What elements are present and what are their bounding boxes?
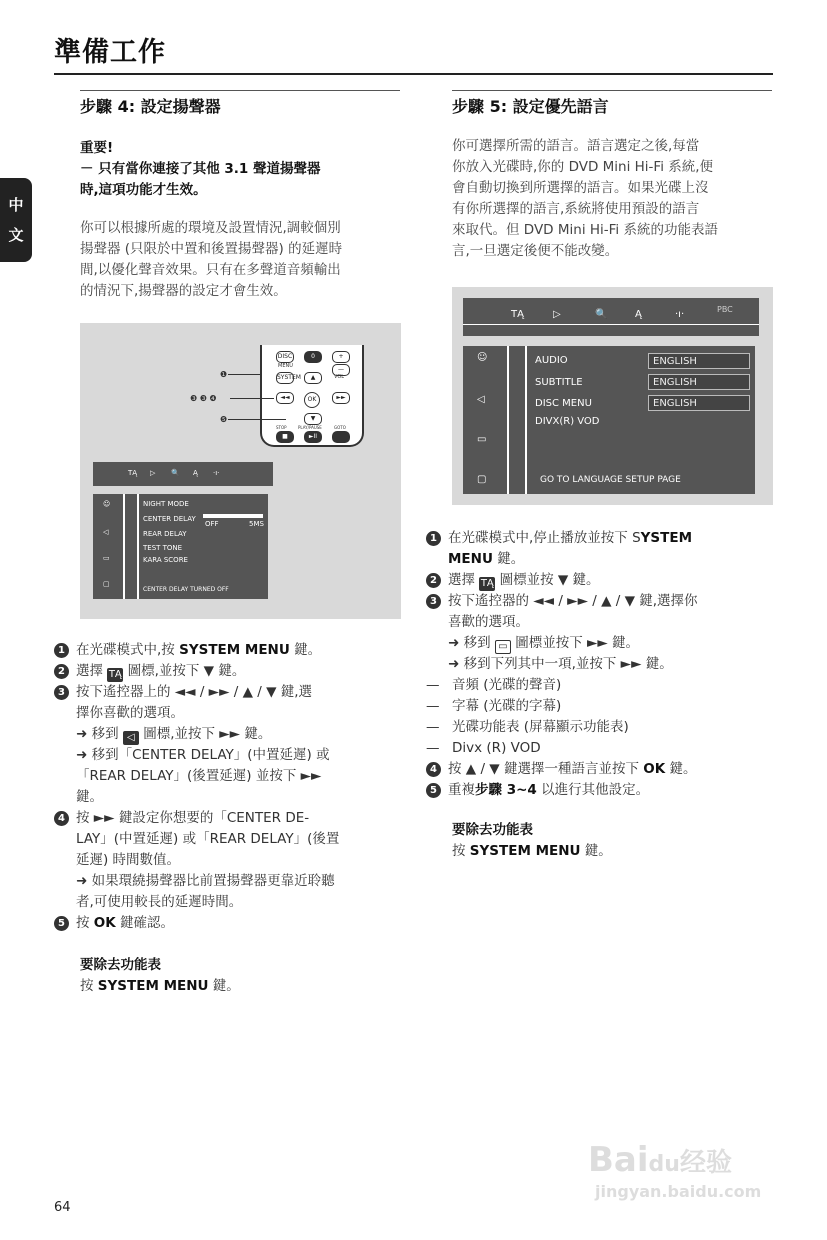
play-pause-button: ►II <box>304 431 322 443</box>
minus-button: — <box>332 364 350 376</box>
side-subtitle-icon: ▭ <box>103 554 110 562</box>
play-icon: ▷ <box>150 469 156 477</box>
vol-label: VOL <box>334 374 345 380</box>
osd-divider <box>123 494 125 599</box>
step-text: 擇你喜歡的選項。 <box>76 705 184 721</box>
down-button: ▼ <box>304 413 322 425</box>
dash-text: 音頻 (光碟的聲音) <box>452 677 562 693</box>
remote-control-illustration <box>260 345 364 447</box>
go-to-language-setup: GO TO LANGUAGE SETUP PAGE <box>540 475 681 485</box>
step-text: ➜ 如果環繞揚聲器比前置揚聲器更靠近聆聽 <box>76 873 335 889</box>
delay-slider <box>203 514 263 518</box>
callout-line <box>230 398 274 399</box>
step-text: 「REAR DELAY」(後置延遲) 並按下 ►► <box>76 768 322 784</box>
subtitle-value: ENGLISH <box>648 374 750 390</box>
step-text: 鍵。 <box>76 789 103 805</box>
callout-line <box>228 374 260 375</box>
step-text: LAY」(中置延遲) 或「REAR DELAY」(後置 <box>76 831 340 847</box>
audio-icon: Ą <box>635 309 642 320</box>
step-text: 選擇 <box>76 663 108 679</box>
step-4: 4 按 ▲ / ▼ 鍵選擇一種語言並按下 OK 鍵。 <box>426 759 776 780</box>
step-text: 按 ►► 鍵設定你想要的「CENTER DE- <box>76 810 310 826</box>
step-text: 在光碟模式中,按 <box>76 642 180 658</box>
osd-divider <box>137 494 139 599</box>
step-text: 選擇 <box>448 572 480 588</box>
step-text: 按下遙控器的 ◄◄ / ►► / ▲ / ▼ 鍵,選擇你 <box>448 593 698 609</box>
left-osd-topbar <box>93 462 273 486</box>
watermark-jingyan: 经验 <box>679 1148 732 1178</box>
dash-text: 光碟功能表 (屏幕顯示功能表) <box>452 719 629 735</box>
step-key: SYSTEM MENU <box>179 642 290 658</box>
important-note <box>80 138 400 201</box>
step-key: MENU <box>448 551 493 567</box>
step-text: 按 <box>76 915 94 931</box>
step-text: 重複 <box>448 782 475 798</box>
right-remove-menu <box>452 820 612 862</box>
ok-button: OK <box>304 392 320 408</box>
step-text: 延遲) 時間數值。 <box>76 852 181 868</box>
menu-divx-vod: DIVX(R) VOD <box>535 416 600 427</box>
side-speaker-icon: ◁ <box>103 528 109 536</box>
menu-kara-score: KARA SCORE <box>143 556 188 564</box>
watermark-du: du <box>648 1152 680 1177</box>
plus-button: + <box>332 351 350 363</box>
right-intro-line: 言,一旦選定後便不能改變。 <box>452 243 619 259</box>
pbc-label: PBC <box>717 305 733 314</box>
dash-text: 字幕 (光碟的字幕) <box>452 698 562 714</box>
step-2: 2 選擇 TĄ 圖標,並按下 ▼ 鍵。 <box>54 661 404 682</box>
slider-max-label: 5MS <box>249 520 264 528</box>
important-label: 重要! <box>80 140 114 156</box>
menu-subtitle: SUBTITLE <box>535 377 583 388</box>
right-intro-line: 來取代。但 DVD Mini Hi-Fi 系統的功能表語 <box>452 222 718 238</box>
callout-3-3-4: ❸ ❸ ❹ <box>190 394 217 403</box>
up-button: ▲ <box>304 372 322 384</box>
slider-min-label: OFF <box>205 520 219 528</box>
dash-text: Divx (R) VOD <box>452 740 541 756</box>
audio-icon: Ą <box>193 469 198 477</box>
step-3: 3 按下遙控器的 ◄◄ / ►► / ▲ / ▼ 鍵,選擇你 喜歡的選項。 ➜ 移到 ▭ 圖標並按下 ►► 鍵。 ➜ 移到下列其中一項,並按下 ►► 鍵。 <box>426 591 776 675</box>
step-text: ➜ 移到 <box>76 726 123 742</box>
side-subtitle-icon: ▭ <box>477 434 487 445</box>
disc-menu-value: ENGLISH <box>648 395 750 411</box>
step-text: 以進行其他設定。 <box>536 782 650 798</box>
preference-icon: ·ı· <box>675 309 685 320</box>
step-key: OK <box>93 915 116 931</box>
callout-line <box>228 419 286 420</box>
right-steps <box>426 528 776 801</box>
step-text: 圖標並按 ▼ 鍵。 <box>495 572 600 588</box>
step-text: 鍵。 <box>665 761 697 777</box>
right-intro-line: 你放入光碟時,你的 DVD Mini Hi-Fi 系統,便 <box>452 159 714 175</box>
stop-label: STOP <box>276 425 287 430</box>
speaker-icon: ◁ <box>123 731 139 745</box>
side-picture-icon: ☺ <box>477 352 488 363</box>
remove-text: 按 <box>80 978 98 994</box>
menu-audio: AUDIO <box>535 355 568 366</box>
goto-label: GOTO <box>334 425 346 430</box>
left-remove-menu <box>80 955 240 997</box>
remove-text: 按 <box>452 843 470 859</box>
important-line-2: 時,這項功能才生效。 <box>80 182 207 198</box>
preference-icon: ·ı· <box>213 469 220 477</box>
step-key: OK <box>643 761 666 777</box>
step-1: 1 在光碟模式中,按 SYSTEM MENU 鍵。 <box>54 640 404 661</box>
menu-center-delay: CENTER DELAY <box>143 515 196 523</box>
step-3: 3 按下遙控器上的 ◄◄ / ►► / ▲ / ▼ 鍵,選 擇你喜歡的選項。 ➜ 移到 ◁ 圖標,並按下 ►► 鍵。 ➜ 移到「CENTER DELAY」(中置延遲) 或 「REAR DELAY」(後置延遲) 並按下 ►► 鍵。 <box>54 682 404 808</box>
step-key: 步驟 3~4 <box>475 782 537 798</box>
side-tab-char-1: 中 <box>8 196 24 214</box>
search-icon: 🔍 <box>171 469 180 477</box>
setup-icon: TĄ <box>511 309 524 320</box>
right-osd-panel <box>463 346 755 494</box>
right-section-title: 步驟 5: 設定優先語言 <box>452 97 609 116</box>
osd-status-text: CENTER DELAY TURNED OFF <box>143 586 229 593</box>
goto-button <box>332 431 350 443</box>
menu-disc-menu: DISC MENU <box>535 398 592 409</box>
zero-button: 0 <box>304 351 322 363</box>
step-text: 圖標並按下 ►► 鍵。 <box>510 635 640 651</box>
right-intro <box>452 136 772 262</box>
play-icon: ▷ <box>553 309 561 320</box>
dash-item: — 光碟功能表 (屏幕顯示功能表) <box>426 719 629 735</box>
watermark-bai: Bai <box>588 1140 649 1180</box>
left-intro-line: 你可以根據所處的環境及設置情況,調較個別 <box>80 220 341 236</box>
remove-menu-title: 要除去功能表 <box>452 822 533 838</box>
watermark-url: jingyan.baidu.com <box>595 1182 762 1201</box>
side-tab-char-2: 文 <box>8 226 24 244</box>
dash-item: — 音頻 (光碟的聲音) <box>426 677 562 693</box>
step-text: 鍵。 <box>492 551 525 567</box>
important-line-1: － 只有當你連接了其他 3.1 聲道揚聲器 <box>80 161 321 177</box>
remove-key: SYSTEM MENU <box>469 843 581 859</box>
step-text: 按 ▲ / ▼ 鍵選擇一種語言並按下 <box>448 761 644 777</box>
search-icon: 🔍 <box>595 309 608 320</box>
step-text: ➜ 移到「CENTER DELAY」(中置延遲) 或 <box>76 747 330 763</box>
menu-test-tone: TEST TONE <box>143 544 183 552</box>
left-intro-line: 的情況下,揚聲器的設定才會生效。 <box>80 283 287 299</box>
left-section-title: 步驟 4: 設定揚聲器 <box>80 97 221 116</box>
remove-text: 鍵。 <box>580 843 612 859</box>
side-speaker-icon: ◁ <box>477 394 485 405</box>
side-picture-icon: ☺ <box>103 500 111 508</box>
side-folder-icon: ▢ <box>103 580 110 588</box>
step-key: YSTEM <box>640 530 693 546</box>
left-section-rule <box>80 90 400 91</box>
osd-topbar-rule <box>463 324 759 325</box>
right-intro-line: 會自動切換到所選擇的語言。如果光碟上沒 <box>452 180 709 196</box>
dash-item: — 字幕 (光碟的字幕) <box>426 698 562 714</box>
disc-menu-button: DISC <box>276 351 294 363</box>
audio-value: ENGLISH <box>648 353 750 369</box>
step-1: 1 在光碟模式中,停止播放並按下 SYSTEM MENU 鍵。 <box>426 528 776 570</box>
next-button: ►► <box>332 392 350 404</box>
dash-item: — Divx (R) VOD <box>426 740 541 756</box>
callout-1: ❶ <box>220 370 228 379</box>
menu-label: MENU <box>278 363 293 369</box>
step-text: 喜歡的選項。 <box>448 614 529 630</box>
remove-menu-title: 要除去功能表 <box>80 957 161 973</box>
play-pause-label: PLAY/PAUSE <box>298 425 322 430</box>
remove-key: SYSTEM MENU <box>97 978 209 994</box>
setup-icon: TĄ <box>480 578 494 589</box>
system-menu-button: SYSTEM <box>276 372 294 384</box>
right-intro-line: 你可選擇所需的語言。語言選定之後,每當 <box>452 138 700 154</box>
menu-rear-delay: REAR DELAY <box>143 530 187 538</box>
page-number: 64 <box>54 1200 71 1215</box>
callout-5: ❺ <box>220 415 228 424</box>
step-text: 鍵。 <box>289 642 322 658</box>
step-2: 2 選擇 TĄ 圖標並按 ▼ 鍵。 <box>426 570 776 591</box>
left-intro-line: 揚聲器 (只限於中置和後置揚聲器) 的延遲時 <box>80 241 343 257</box>
step-text: ➜ 移到 <box>448 635 495 651</box>
left-intro <box>80 218 405 302</box>
left-steps <box>54 640 404 934</box>
step-5: 5 重複步驟 3~4 以進行其他設定。 <box>426 780 776 801</box>
subtitle-icon: ▭ <box>495 640 511 654</box>
step-text: 在光碟模式中,停止播放並按下 S <box>448 530 641 546</box>
menu-night-mode: NIGHT MODE <box>143 500 189 508</box>
left-osd-panel <box>93 494 268 599</box>
title-rule <box>54 73 773 75</box>
page-title: 準備工作 <box>54 37 166 68</box>
osd-divider <box>507 346 509 494</box>
right-section-rule <box>452 90 772 91</box>
right-intro-line: 有你所選擇的語言,系統將使用預設的語言 <box>452 201 700 217</box>
osd-divider <box>525 346 527 494</box>
step-5: 5 按 OK 鍵確認。 <box>54 913 404 934</box>
left-intro-line: 間,以優化聲音效果。只有在多聲道音頻輸出 <box>80 262 341 278</box>
step-text: 圖標,並按下 ▼ 鍵。 <box>123 663 246 679</box>
step-text: 鍵確認。 <box>115 915 175 931</box>
side-folder-icon: ▢ <box>477 474 487 485</box>
language-side-tab <box>0 178 32 262</box>
step-text: ➜ 移到下列其中一項,並按下 ►► 鍵。 <box>448 656 673 672</box>
step-4: 4 按 ►► 鍵設定你想要的「CENTER DE- LAY」(中置延遲) 或「REAR DELAY」(後置 延遲) 時間數值。 ➜ 如果環繞揚聲器比前置揚聲器更靠近聆聽 者,可使用較長的延遲時間。 <box>54 808 404 913</box>
step-text: 圖標,並按下 ►► 鍵。 <box>138 726 272 742</box>
setup-icon: TĄ <box>108 669 122 680</box>
remove-text: 鍵。 <box>208 978 240 994</box>
setup-icon: TĄ <box>128 469 138 477</box>
stop-button: ■ <box>276 431 294 443</box>
step-text: 者,可使用較長的延遲時間。 <box>76 894 243 910</box>
prev-button: ◄◄ <box>276 392 294 404</box>
baidu-watermark <box>588 1140 732 1180</box>
step-text: 按下遙控器上的 ◄◄ / ►► / ▲ / ▼ 鍵,選 <box>76 684 313 700</box>
right-osd-topbar <box>463 298 759 336</box>
